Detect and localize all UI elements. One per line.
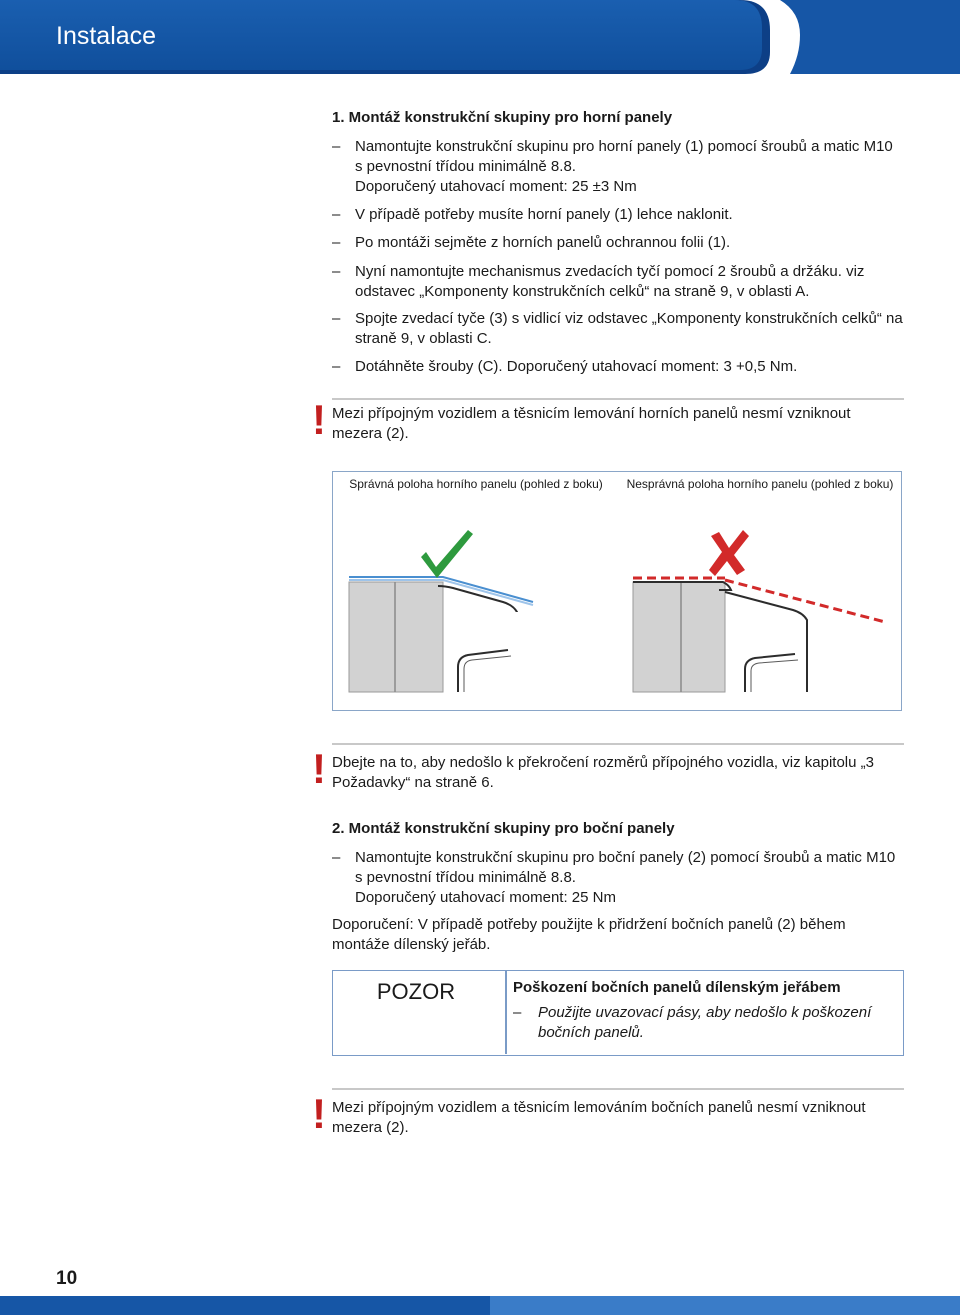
caution-title: Poškození bočních panelů dílenským jeřábem	[513, 979, 841, 996]
footer-bar	[0, 1296, 960, 1315]
list-item-text: Namontujte konstrukční skupinu pro boční panely (2) pomocí šroubů a matic M10 s pevnostní třídou minimálně 8.8.	[355, 849, 896, 886]
section1-heading: 1. Montáž konstrukční skupiny pro horní panely	[332, 109, 673, 126]
section2-heading: 2. Montáž konstrukční skupiny pro boční panely	[332, 820, 675, 837]
divider	[332, 743, 904, 745]
list-item-text: Dotáhněte šrouby (C). Doporučený utahovací moment: 3 +0,5 Nm.	[355, 358, 798, 375]
exclamation-icon: !	[312, 1090, 326, 1137]
caution-item-text: Použijte uvazovací pásy, aby nedošlo k poškození bočních panelů.	[538, 1004, 872, 1041]
divider	[332, 1088, 904, 1090]
list-item: – Spojte zvedací tyče (3) s vidlicí viz odstavec „Komponenty konstrukčních celků“ na straně 9, v oblasti C.	[332, 310, 903, 347]
warning-text: Mezi přípojným vozidlem a těsnicím lemováním bočních panelů nesmí vzniknout mezera (2).	[332, 1099, 866, 1136]
correct-diagram	[349, 577, 533, 692]
page-number: 10	[56, 1268, 78, 1289]
recommendation-text: Doporučení: V případě potřeby použijte k přidržení bočních panelů (2) během montáže dílenský jeřáb.	[332, 916, 846, 953]
exclamation-icon: !	[312, 745, 326, 792]
figure-label-correct: Správná poloha horního panelu (pohled z boku)	[349, 477, 603, 491]
list-item: – V případě potřeby musíte horní panely (1) lehce naklonit.	[332, 205, 904, 225]
warning-text: Dbejte na to, aby nedošlo k překročení rozměrů přípojného vozidla, viz kapitolu „3 Požadavky“ na straně 6.	[332, 754, 874, 791]
warning-note	[312, 745, 904, 793]
list-item: – Namontujte konstrukční skupinu pro boční panely (2) pomocí šroubů a matic M10 s pevnostní třídou minimálně 8.8. Doporučený utahovací moment: 25 Nm	[332, 848, 904, 908]
list-item-text: Namontujte konstrukční skupinu pro horní panely (1) pomocí šroubů a matic M10 s pevnostní třídou minimálně 8.8.	[355, 138, 893, 175]
list-item-text: Nyní namontujte mechanismus zvedacích tyčí pomocí 2 šroubů a držáku. viz odstavec „Komponenty konstrukčních celků“ na straně 9, v oblasti A.	[355, 263, 865, 300]
caution-box	[332, 970, 904, 1056]
list-item: – Nyní namontujte mechanismus zvedacích tyčí pomocí 2 šroubů a držáku. viz odstavec „Komponenty konstrukčních celků“ na straně 9, v oblasti A.	[332, 262, 904, 302]
list-item-text: Spojte zvedací tyče (3) s vidlicí viz odstavec „Komponenty konstrukčních celků“ na straně 9, v oblasti C.	[355, 310, 903, 347]
figure-panel-positions	[332, 471, 902, 711]
incorrect-diagram	[633, 578, 885, 692]
figure-label-incorrect: Nesprávná poloha horního panelu (pohled z boku)	[626, 477, 894, 491]
exclamation-icon: !	[312, 396, 326, 443]
list-item-torque: Doporučený utahovací moment: 25 Nm	[355, 889, 616, 906]
list-item-torque: Doporučený utahovací moment: 25 ±3 Nm	[355, 178, 637, 195]
check-icon	[421, 530, 473, 578]
warning-text: Mezi přípojným vozidlem a těsnicím lemování horních panelů nesmí vzniknout mezera (2).	[332, 405, 851, 442]
divider	[332, 398, 904, 400]
caution-item: – Použijte uvazovací pásy, aby nedošlo k poškození bočních panelů.	[513, 1003, 893, 1043]
list-item: – Namontujte konstrukční skupinu pro horní panely (1) pomocí šroubů a matic M10 s pevnostní třídou minimálně 8.8. Doporučený utahovací moment: 25 ±3 Nm	[332, 137, 904, 197]
cross-icon	[709, 530, 749, 576]
warning-note	[312, 1090, 904, 1138]
list-item: – Dotáhněte šrouby (C). Doporučený utahovací moment: 3 +0,5 Nm.	[332, 357, 904, 377]
warning-note	[312, 396, 904, 444]
list-item: – Po montáži sejměte z horních panelů ochrannou folii (1).	[332, 233, 904, 253]
page-title: Instalace	[56, 22, 157, 50]
list-item-text: V případě potřeby musíte horní panely (1) lehce naklonit.	[355, 206, 733, 223]
caution-label: POZOR	[376, 979, 456, 1004]
list-item-text: Po montáži sejměte z horních panelů ochrannou folii (1).	[355, 234, 731, 251]
caution-divider	[505, 971, 507, 1054]
